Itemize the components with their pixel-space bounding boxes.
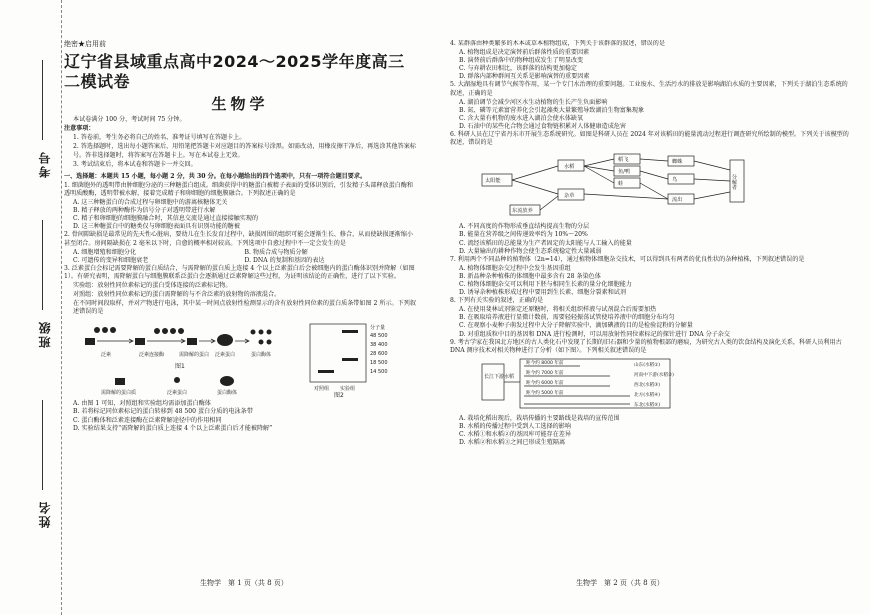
q6-option-c: C. 流经该稻田的总能量为生产者固定的太阳能与人工输入的能量: [459, 239, 632, 247]
q3-option-c: C. 蛋白酶体和泛素连接酶在泛素降解途径中的作用相同: [73, 416, 222, 424]
section-1-heading: 一、选择题：本题共 15 小题，每小题 2 分，共 30 分。在每小题给出的四个选项中，只有一项符合题目要求。: [64, 172, 367, 180]
q5-option-c: C. 含大量有机物的废水进入湖泊会使水体缺氧: [459, 114, 584, 122]
q6-option-b: B. 能量在营养级之间传递效率约为 10%～20%: [459, 231, 588, 239]
node-rice: 水稻: [564, 164, 575, 171]
q1-option-d: D. 这三种糖蛋白中的糖类仅与卵细胞表面具有识别功能的糖被: [73, 223, 240, 231]
q1-stem: 1. 细菌胞外的透明带由肿细胞分泌的三种糖蛋白组成。细菌获得中的糖蛋白被精子表面的受体识别后，引发精子头部释放蛋白酶和透明质酸酶，透明带被水解，接着完成精子和卵细胞的细胞膜融合。下列叙述正确的是: [64, 181, 414, 197]
q3-option-a: A. 由图 1 可知，对照组和实验组均需添加蛋白酶体: [73, 400, 211, 408]
q9-tip-5: 东北(水稻⑤): [634, 402, 661, 408]
q5-option-a: A. 湖泊调节会减少河区水生动植物的生长产生负面影响: [459, 98, 608, 106]
class-line: [42, 220, 43, 310]
node-frog: 蛙: [618, 181, 624, 188]
q8-option-a: A. 在使用斐林试剂鉴定还原糖时，将相关组织样液与试剂混合后需要加热: [459, 306, 657, 314]
notice-title: 注意事项：: [64, 125, 95, 133]
q9-option-d: D. 水稻②和水稻③之间已形成生殖隔离: [459, 439, 566, 447]
notice-2: 2. 答选择题时，选出每小题答案后，用铅笔把答题卡对应题目的答案标号涂黑。如需改动，用橡皮擦干净后，再选涂其他答案标号。答非选择题时，将答案写在答题卡上。写在本试卷上无效。: [73, 143, 416, 159]
q2-option-a: A. 细胞增殖和细胞分化: [73, 248, 137, 256]
fig1-caption-proteasome: 蛋白酶体: [216, 390, 237, 397]
q8-option-d: D. 对重组质粒中目的基因和 DNA 进行检测时，可以用放射性同位素标记的探针进行 DNA 分子杂交: [459, 330, 730, 338]
q9-option-a: A. 栽培化稻出现后，栽培传播的主要路线是栽培的宣传范围: [459, 414, 620, 422]
q1-option-b: B. 精子释放的两种酶作为信号分子对透明带进行水解: [73, 207, 216, 215]
footer-page-2: 生物学 第 2 页（共 8 页）: [576, 579, 664, 587]
q3-figure-2: [306, 320, 406, 398]
left-column: [64, 40, 416, 595]
fig2-number: 图2: [333, 392, 344, 399]
fig2-axis-title: 分子量: [369, 325, 385, 332]
q8-stem: 8. 下列有关实验的叙述，正确的是: [450, 297, 544, 305]
q9-tip-3: 西北(水稻③): [634, 382, 661, 388]
q8-option-c: C. 在观察小麦种子萌发过程中大分子降解实验中，滴加碘液的目的是检验淀粉的分解量: [459, 322, 693, 330]
fig2-mw-2: 38 400: [369, 342, 387, 349]
node-decomposer: 分解者: [731, 174, 737, 190]
q5-stem: 5. 大湖湿地具有调节气候等作用，某一个专门水治理的重要问题。工业废水、生活污水的排放是影响湖泊水质的主要因素，下列关于湖泊生态系统的叙述，正确的是: [450, 81, 848, 97]
fig1-label-ubiquitin: 泛素: [100, 352, 111, 359]
intro-line: 本试卷满分 100 分，考试时间 75 分钟。: [73, 116, 186, 124]
q4-option-d: D. 群落内部种群间互关系是影响演替的重要因素: [459, 73, 590, 81]
fig2-mw-3: 28 600: [369, 351, 387, 358]
node-fish: 鱼/鸭: [618, 169, 631, 176]
q2-option-c: C. 可遗传的变异和细胞衰老: [73, 256, 149, 264]
q7-option-c: C. 植物体细胞杂交可以利用下胚与相同生长素的量分化细胞能力: [459, 280, 632, 288]
q9-branch-4: 距今约 5000 年前: [526, 390, 564, 396]
secret-mark: 绝密★启用前: [64, 40, 106, 48]
fig1-label-target: 需降解的蛋白: [178, 352, 209, 359]
fig1-caption-target: 需降解的蛋白质: [100, 390, 136, 397]
q7-option-d: D. 诱导杂种植株形成过程中要用到生长素、细胞分裂素和试剂: [459, 289, 626, 297]
q7-option-b: B. 新品种杂种植株的体细胞中最多含有 28 条染色体: [459, 272, 601, 280]
node-input: 东流放养: [512, 208, 533, 215]
q3-option-d: D. 实验结果支持“需降解的蛋白质上连接 4 个以上泛素蛋白后才能被降解”: [73, 424, 273, 432]
class-label: 班级: [38, 320, 52, 348]
q9-branch-1: 距今约 8000 年前: [526, 360, 564, 366]
q9-tip-4: 北方(水稻④): [634, 392, 661, 398]
q9-branch-3: 距今约 6000 年前: [526, 380, 564, 386]
q5-option-d: D. 石油中的某些化合物会通过食物链积累对人体健康造成危害: [459, 122, 626, 130]
q1-option-c: C. 精子和卵细胞的细胞膜融合时，其信息交流是通过直接接触实现的: [73, 215, 259, 223]
q3-stem: 3. 泛素蛋白会标记需要降解的蛋白质结合，与需降解的蛋白质上连接 4 个以上泛素蛋白后会被细胞内的蛋白酶体识别并降解（如图 1）。有研究表明，需降解蛋白与细胞膜联系泛蛋白会逐渐通过泛素降解这些过程，为证明该结论的正确性，进行了以下实验。: [64, 264, 415, 280]
q6-stem: 6. 科研人员在辽宁省丹东市开展生态系统研究。如图是科研人员在 2024 年对该稻田的能量流动过程进行调查研究所绘制的模型。下列关于该模型的叙述，错误的是: [450, 131, 849, 147]
fig2-control-label: 对照组: [313, 386, 329, 393]
q9-stem: 9. 考古学家在我国北方地区的古人类化石中发现了长期的旧石器和少量的植物根部的磨痕，为研究古人类的饮食结构及演化关系，科研人员利用古 DNA 测序技术对相关物种进行了分析（如下图）。下列相关叙述错误的是: [450, 338, 842, 354]
fig1-label-proteasome: 蛋白酶体: [250, 352, 271, 359]
fig1-label-ligase: 泛素连接酶: [138, 352, 164, 359]
node-bird: 鸟: [672, 177, 678, 184]
q4-option-b: B. 演替前后群落中的物种组成发生了明显改变: [459, 57, 584, 65]
q1-option-a: A. 这三种糖蛋白的合成过程与卵细胞中的游离核糖体无关: [73, 199, 228, 207]
exam-number-line: [42, 60, 43, 140]
fig1-number: 图1: [174, 363, 185, 371]
q9-option-c: C. 水稻①和水稻②的基因库可能存在差异: [459, 431, 571, 439]
name-label: 姓名: [38, 500, 52, 528]
fig2-mw-4: 18 500: [369, 360, 387, 367]
binding-margin: [0, 0, 62, 615]
q3-figure-1: [75, 320, 285, 398]
q8-option-b: B. 在吸取培养液进行显微计数前，需要轻轻振荡试管使培养液中的细胞分布均匀: [459, 314, 675, 322]
q2-options-row-2: [64, 257, 416, 265]
q9-tip-2: 河南中下游(水稻②): [634, 372, 674, 378]
q9-root: 长江下游水稻: [484, 373, 515, 380]
q6-energy-flow-diagram: [480, 150, 780, 218]
fig2-mw-1: 48 500: [369, 333, 387, 340]
fig2-experiment-label: 实验组: [339, 386, 355, 393]
q9-option-b: B. 水稻的传播过程中受到人工选择的影响: [459, 423, 571, 430]
exam-number-label: 考号: [38, 150, 52, 178]
q3-procedure: 在不同时间段取样，并对产物进行电泳，其中某一时间点放射性检测显示的含有放射性同位素的蛋白质条带如图 2 所示。下列叙述错误的是: [73, 300, 416, 316]
q3-control-group: 对照组：放射性同位素标记的蛋白需降解的与不含泛素的放射物的溶液混合。: [73, 291, 281, 299]
q3-experiment-group: 实验组：放射性同位素标记的蛋白受体连接的泛素标记物。: [73, 281, 232, 289]
q2-stem: 2. 骨间隙缺损是最常见的先天性心脏病，要幼儿在生长发育过程中，缺损周围的组织可能会逐渐生长、修合，从而使缺损逐渐缩小甚至闭合。房间隔缺损在 2 毫米以下时，自愈的概率相对较高。下列选项中自愈过程中不一定会发生的是: [64, 231, 414, 247]
node-sun: 太阳能: [485, 178, 501, 185]
fig1-caption-ubiquitin: 泛素蛋白: [166, 390, 187, 397]
fig2-mw-5: 14 500: [369, 369, 387, 376]
q3-option-b: B. 若将标记同位素标记的蛋白转移到 48 500 蛋白分质的电泳条带: [73, 408, 253, 416]
q9-tip-1: 山东(水稻①): [634, 362, 661, 368]
q7-option-a: A. 植物体细胞杂交过程中会发生基因重组: [459, 264, 571, 272]
q4-stem: 4. 某群落由种类繁多的木本或草本植物组成，下列关于该群落的叙述，错误的是: [450, 40, 665, 47]
q2-option-d: D. DNA 的复制和基因的表达: [244, 256, 325, 264]
exam-title: 辽宁省县域重点高中2024～2025学年度高三二模试卷: [64, 52, 405, 92]
q5-option-b: B. 氮、磷等元素富营养化会引起藻类大量繁殖导致湖泊生物富集现象: [459, 106, 645, 114]
q9-branch-2: 距今约 7000 年前: [526, 370, 564, 376]
q9-rice-spread-diagram: [480, 358, 750, 410]
q2-options-row-1: [64, 249, 416, 257]
node-spider: 蜘蛛: [672, 159, 683, 166]
subject-title: 生物学: [211, 95, 269, 114]
footer-page-1: 生物学 第 1 页（共 8 页）: [200, 579, 288, 587]
q2-option-b: B. 物质合成与物质分解: [244, 248, 308, 256]
q7-stem: 7. 利用两个不同品种的植物体（2n=14），通过植物体细胞杂交技术，可以得到具有两者的优良性状的杂种植株，下列叙述错误的是: [450, 255, 805, 263]
fig1-label-tagged: 泛素蛋白: [214, 352, 235, 359]
right-column: [450, 40, 850, 595]
node-weed: 杂草: [564, 193, 575, 200]
q4-option-a: A. 植物组成是决定演替前后群落性质的重要因素: [459, 49, 590, 57]
q3-figures: [64, 318, 416, 398]
node-outflow: 流出: [672, 197, 683, 204]
q4-option-c: C. 与弃耕农田相比，该群落的结构更加稳定: [459, 65, 578, 73]
name-line: [42, 400, 43, 490]
notice-1: 1. 答卷前，考生务必将自己的姓名、准考证号填写在答题卡上。: [73, 134, 246, 142]
q6-option-d: D. 大量输出的耕种作物会使生态系统稳定性大量减弱: [459, 247, 602, 255]
node-pest: 稻飞: [618, 157, 629, 164]
notice-3: 3. 考试结束后，将本试卷和答题卡一并交回。: [73, 160, 197, 168]
q6-option-a: A. 不同高度的作物形成垂直结构提高生物的分层: [459, 223, 590, 231]
